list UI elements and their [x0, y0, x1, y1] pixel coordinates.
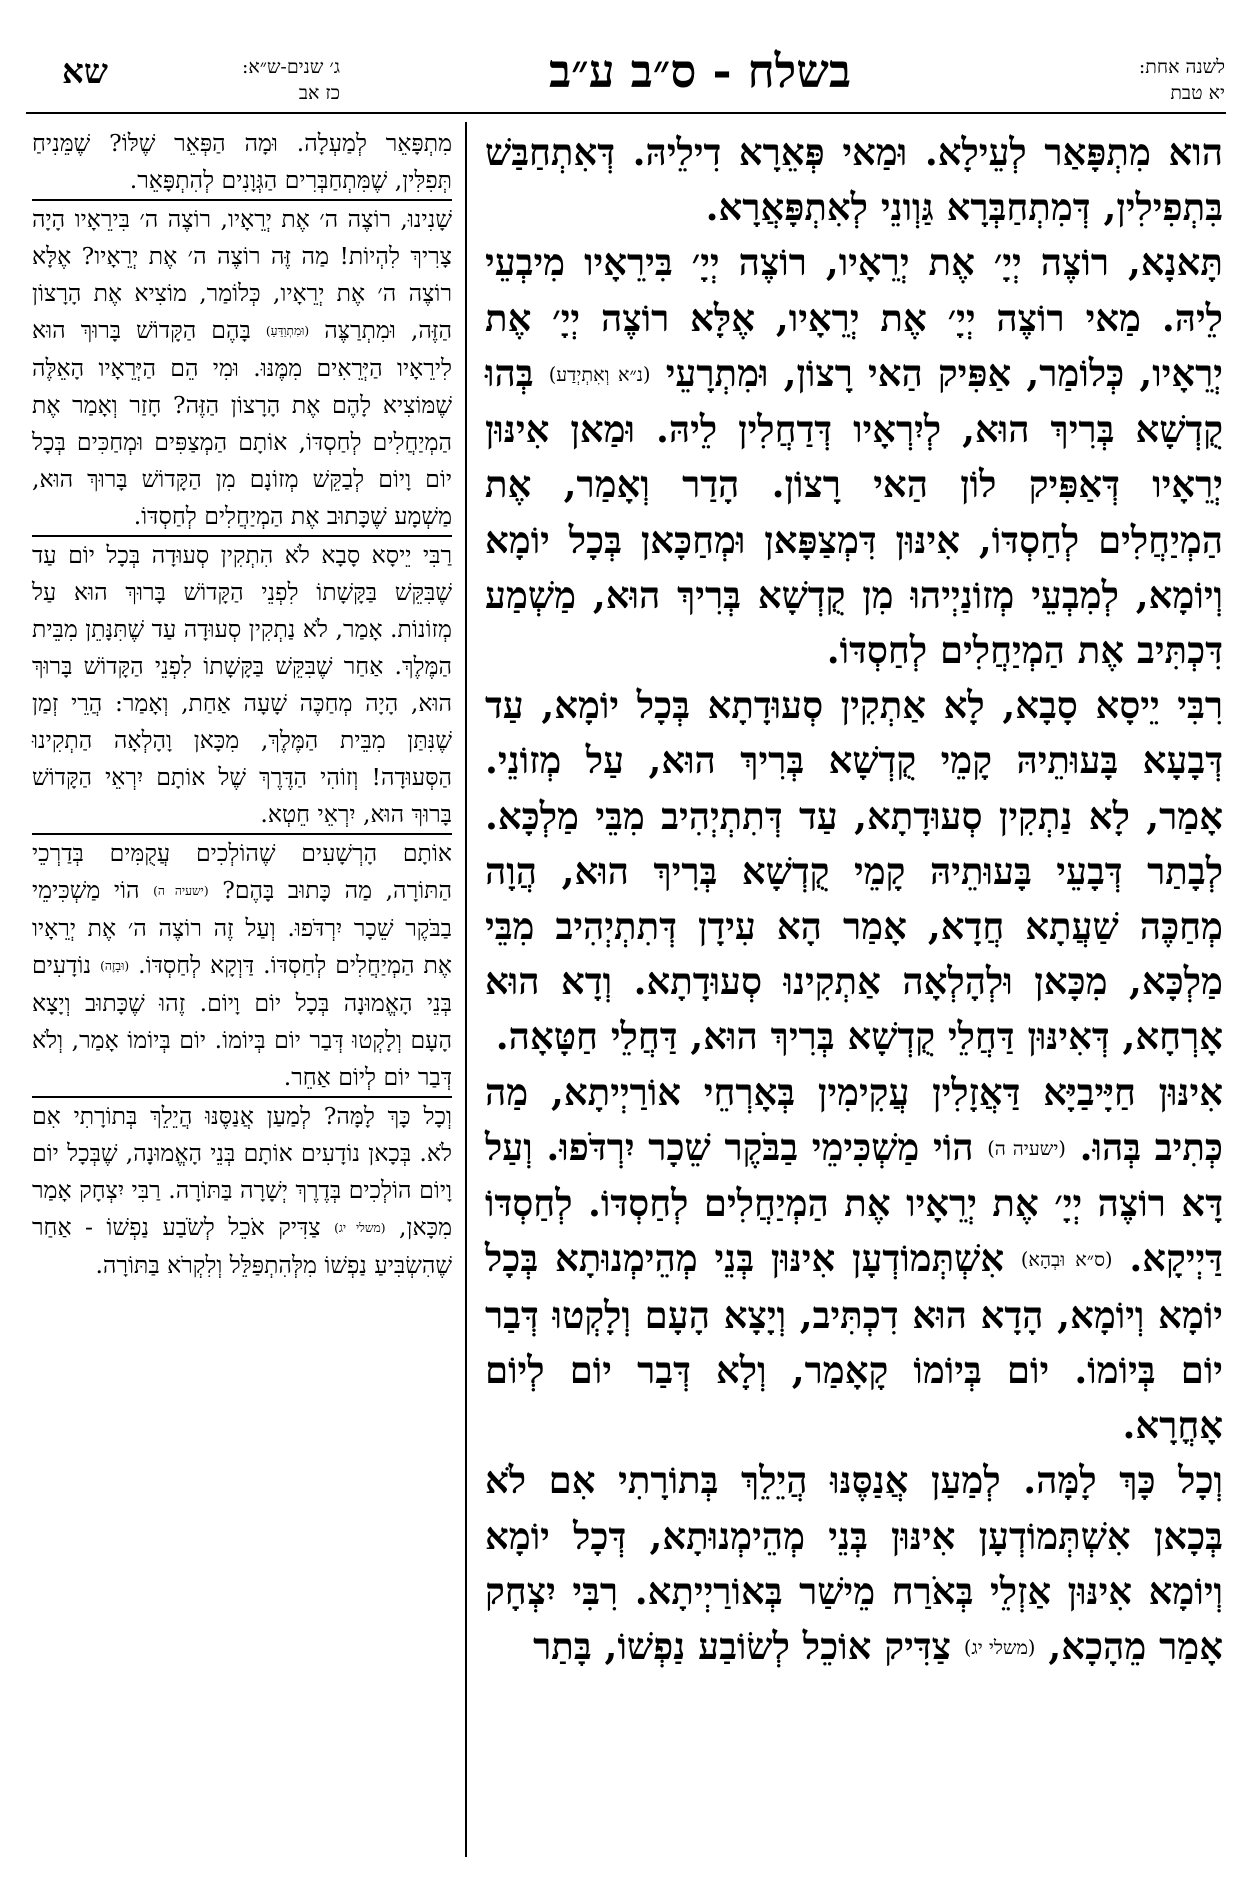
- main-p2-variant-note: (נ״א וְאִתְיְדַע): [548, 363, 651, 387]
- side-s4-citation: (ישעיה ה): [153, 883, 209, 898]
- main-p4-citation: (ישעיה ה): [987, 1137, 1066, 1161]
- main-p4-text-a: אִינּוּן חַיָּיבַיָּא דַּאֲזָלִין עֲקִימִין בְּאָרְחֵי אוֹרַיְיתָא, מַה כְּתִיב בְּהוּ.: [485, 1069, 1223, 1169]
- main-p5-text-b: צַדִּיק אוֹכֵל לְשׂוֹבַע נַפְשׁוֹ, בָּתַר: [533, 1624, 951, 1669]
- schedule-one-year-label: לשנה אחת:: [1138, 56, 1225, 78]
- translation-column: [32, 125, 452, 1284]
- page-title: בשלח - ס״ב ע״ב: [548, 44, 852, 98]
- main-paragraph-4: [485, 1065, 1223, 1454]
- side-paragraph-5: [32, 1098, 452, 1284]
- main-paragraph-1: [485, 125, 1223, 235]
- page-number: שא: [62, 52, 108, 92]
- main-text-column: [485, 125, 1223, 1676]
- main-p3-text: רִבִּי יֵיסָא סָבָא, לָא אַתְקִין סְעוּדָתָא בְּכָל יוֹמָא, עַד דְּבָעָא בָּעוּתֵיהּ קָמֵי קֻדְשָׁא בְּרִיךְ הוּא, עַל מְזוֹנֵי. אָמַר, לָא נַתְקִין סְעוּדָתָא, עַד דְּתִתְיְהִיב מִבֵּי מַלְכָּא. לְבָתַר דְּבָעֵי בָּעוּתֵיהּ קָמֵי קֻדְשָׁא בְּרִיךְ הוּא, הֲוָה מְחַכֶּה שַׁעֲתָא חֲדָא, אָמַר הָא עִידָן דְּתִתְיְהִיב מִבֵּי מַלְכָּא, מִכָּאן וּלְהָלְאָה אַתְקִינוּ סְעוּדָתָא. וְדָא הוּא אָרְחָא, דְּאִינּוּן דַּחֲלֵי קֻדְשָׁא בְּרִיךְ הוּא, דַּחֲלֵי חַטָּאָה.: [485, 683, 1223, 1059]
- side-s5-text-a: וְכָל כָּךְ לָמָּה? לְמַעַן אֲנַסֶּנּוּ הֲיֵלֵךְ בְּתוֹרָתִי אִם לֹא. בְּכָאן נוֹדָעִים אוֹתָם בְּנֵי הָאֱמוּנָה, שֶׁבְּכָל יוֹם וָיוֹם הוֹלְכִים בְּדֶרֶךְ יְשָׁרָה בַּתּוֹרָה. רַבִּי יִצְחָק אָמַר מִכָּאן,: [32, 1101, 452, 1241]
- side-s4-text-c: נוֹדָעִים בְּנֵי הָאֱמוּנָה בְּכָל יוֹם וָיוֹם. זֶהוּ שֶׁכָּתוּב וְיָצָא הָעָם וְלָקְטוּ דְּבַר יוֹם בְּיוֹמוֹ. יוֹם בְּיוֹמוֹ אָמַר, וְלֹא דְּבַר יוֹם לְיוֹם אַחֵר.: [32, 950, 452, 1091]
- header-rule: [26, 112, 1226, 114]
- main-p4-variant-note: (ס״א וּבְהָא): [1020, 1248, 1113, 1272]
- main-p5-citation: (משלי יג): [963, 1636, 1036, 1660]
- side-s1-text: מִתְפָּאֵר לְמַעְלָה. וּמָה הַפְּאֵר שֶׁלּוֹ? שֶׁמֵּנִיחַ תְּפִלִּין, שֶׁמִּתְחַבְּרִים הַגְּוָנִים לְהִתְפָּאֵר.: [32, 129, 452, 194]
- main-p1-text: הוא מִתְפָּאַר לְעֵילָא. וּמַאי פְּאֵרָא דִילֵיהּ. דְּאִתְחַבַּשׁ בִּתְפִילִין, דְּמִתְחַבְּרָא גַּוְונֵי לְאִתְפָּאֲרָא.: [485, 130, 1223, 230]
- main-paragraph-3: [485, 678, 1223, 1064]
- schedule-one-year-date: יא טבת: [1170, 82, 1225, 104]
- schedule-three-years: [150, 54, 340, 106]
- side-paragraph-1: [32, 125, 452, 199]
- side-s5-citation: (משלי יג): [334, 1220, 386, 1235]
- column-divider: [465, 122, 467, 1857]
- main-p2-text-b: בְּהוּ קֻדְשָׁא בְּרִיךְ הוּא, לְיִרְאָיו דְּדַחֲלִין לֵיהּ. וּמַאן אִינּוּן יְרֵאָיו דְּאַפִּיק לוֹן הַאי רָצוֹן. הָדַר וְאָמַר, אֶת הַמְיַחֲלִים לְחַסְדּוֹ, אִינּוּן דִּמְצַפָּאן וּמְחַכָּאן בְּכָל יוֹמָא וְיוֹמָא, לְמִבְעֵי מְזוֹנַיְיהוּ מִן קֻדְשָׁא בְּרִיךְ הוּא, מַשְׁמַע דִּכְתִּיב אֶת הַמְיַחֲלִים לְחַסְדּוֹ.: [485, 350, 1223, 673]
- main-p5-text-a: וְכָל כָּךְ לָמָּה. לְמַעַן אֲנַסֶּנּוּ הֲיֵלֵךְ בְּתוֹרָתִי אִם לֹא בְּכָאן אִשְׁתְּמוֹדְעָן אִינּוּן בְּנֵי מְהֵימְנוּתָא, דְּכָל יוֹמָא וְיוֹמָא אִינּוּן אַזְלֵי בְּאֹרַח מֵישַׁר בְּאוֹרַיְיתָא. רִבִּי יִצְחָק אָמַר מֵהָכָא,: [485, 1458, 1223, 1669]
- side-s4-text-b: הוֹי מַשְׁכִּימֵי בַבֹּקֶר שֵׁכָר יִרְדֹּפוּ. וְעַל זֶה רוֹצֶה ה׳ אֶת יְרֵאָיו אֶת הַמְיַחֲלִים לְחַסְדּוֹ. דַּוְקָא לְחַסְדּוֹ.: [32, 875, 452, 979]
- side-paragraph-2: [32, 201, 452, 535]
- side-s2-variant-note: (וּמִתְוַדֵּעַ): [265, 323, 310, 338]
- schedule-three-years-date: כז אב: [298, 82, 340, 104]
- main-paragraph-5: [485, 1453, 1223, 1675]
- main-paragraph-2: [485, 235, 1223, 678]
- side-s2-text-b: בָּהֶם הַקָּדוֹשׁ בָּרוּךְ הוּא לִירֵאָיו הַיְּרֵאִים מִמֶּנּוּ. וּמִי הֵם הַיְּרֵאָיו הָאֵלֶּה שֶׁמּוֹצִיא לָהֶם אֶת הָרָצוֹן הַזֶּה? חָזַר וְאָמַר אֶת הַמְיַחֲלִים לְחַסְדּוֹ, אוֹתָם הַמְצַפִּים וּמְחַכִּים בְּכָל יוֹם וָיוֹם לְבַקֵּשׁ מְזוֹנָם מִן הַקָּדוֹשׁ בָּרוּךְ הוּא, מַשְׁמָע שֶׁכָּתוּב אֶת הַמְיַחֲלִים לְחַסְדּוֹ.: [32, 316, 452, 530]
- side-paragraph-4: [32, 835, 452, 1096]
- main-p4-text-c: אִשְׁתְּמוֹדְעָן אִינּוּן בְּנֵי מְהֵימְנוּתָא בְּכָל יוֹמָא וְיוֹמָא, הָדָא הוּא דִכְתִּיב, וְיָצָא הָעָם וְלָקְטוּ דְּבַר יוֹם בְּיוֹמוֹ. יוֹם בְּיוֹמוֹ קָאָמַר, וְלָא דְּבַר יוֹם לְיוֹם אָחֳרָא.: [485, 1236, 1223, 1448]
- main-p2-text-a: תָּאנָא, רוֹצֶה יְיָ׳ אֶת יְרֵאָיו, רוֹצֶה יְיָ׳ בִּירֵאָיו מִיבְעֵי לֵיהּ. מַאי רוֹצֶה יְיָ׳ אֶת יְרֵאָיו, אֶלָּא רוֹצֶה יְיָ׳ אֶת יְרֵאָיו, כְּלוֹמַר, אַפִּיק הַאי רָצוֹן, וּמִתְרָעֵי: [485, 240, 1224, 395]
- main-p4-text-b: הוֹי מַשְׁכִּימֵי בַבֹּקֶר שֵׁכָר יִרְדֹּפוּ. וְעַל דָּא רוֹצֶה יְיָ׳ אֶת יְרֵאָיו אֶת הַמְיַחֲלִים לְחַסְדּוֹ. לְחַסְדּוֹ דַּיְיקָא.: [485, 1124, 1223, 1281]
- side-paragraph-3: [32, 537, 452, 833]
- side-s2-text-a: שָׁנִינוּ, רוֹצֶה ה׳ אֶת יְרֵאָיו, רוֹצֶה ה׳ בִּירֵאָיו הָיָה צָרִיךְ לִהְיוֹת! מַה זֶּה רוֹצֶה ה׳ אֶת יְרֵאָיו? אֶלָּא רוֹצֶה ה׳ אֶת יְרֵאָיו, כְּלוֹמַר, מוֹצִיא אֶת הָרָצוֹן הַזֶּה, וּמִתְרַצֶּה: [32, 205, 452, 344]
- schedule-three-years-label: ג׳ שנים-ש״א:: [241, 56, 340, 78]
- side-s4-variant-note: (וּבָזֶה): [100, 958, 130, 973]
- side-s3-text: רַבִּי יֵיסָא סָבָא לֹא הִתְקִין סְעוּדָה בְּכָל יוֹם עַד שֶׁבִּקֵּשׁ בַּקָּשָׁתוֹ לִפְנֵי הַקָּדוֹשׁ בָּרוּךְ הוּא עַל מְזוֹנוֹת. אָמַר, לֹא נַתְקִין סְעוּדָה עַד שֶׁתִּנָּתֵן מִבֵּית הַמֶּלֶךְ. אַחַר שֶׁבִּקֵּשׁ בַּקָּשָׁתוֹ לִפְנֵי הַקָּדוֹשׁ בָּרוּךְ הוּא, הָיָה מְחַכֶּה שָׁעָה אַחַת, וְאָמַר: הֲרֵי זְמַן שֶׁנִּתַּן מִבֵּית הַמֶּלֶךְ, מִכָּאן וָהָלְאָה הַתְקִינוּ הַסְּעוּדָה! וְזוֹהִי הַדֶּרֶךְ שֶׁל אוֹתָם יִרְאֵי הַקָּדוֹשׁ בָּרוּךְ הוּא, יִרְאֵי חֵטְא.: [32, 540, 452, 828]
- schedule-one-year: [1045, 54, 1225, 106]
- side-s4-text-a: אוֹתָם הָרְשָׁעִים שֶׁהוֹלְכִים עֲקֻמִּים בְּדַרְכֵי הַתּוֹרָה, מַה כָּתוּב בָּהֶם?: [32, 838, 452, 904]
- side-s5-text-b: צַדִּיק אֹכֵל לְשֹׂבַע נַפְשׁוֹ - אַחַר שֶׁהִשְׂבִּיעַ נַפְשׁוֹ מִלְּהִתְפַּלֵּל וְלִקְרֹא בַּתּוֹרָה.: [32, 1212, 452, 1279]
